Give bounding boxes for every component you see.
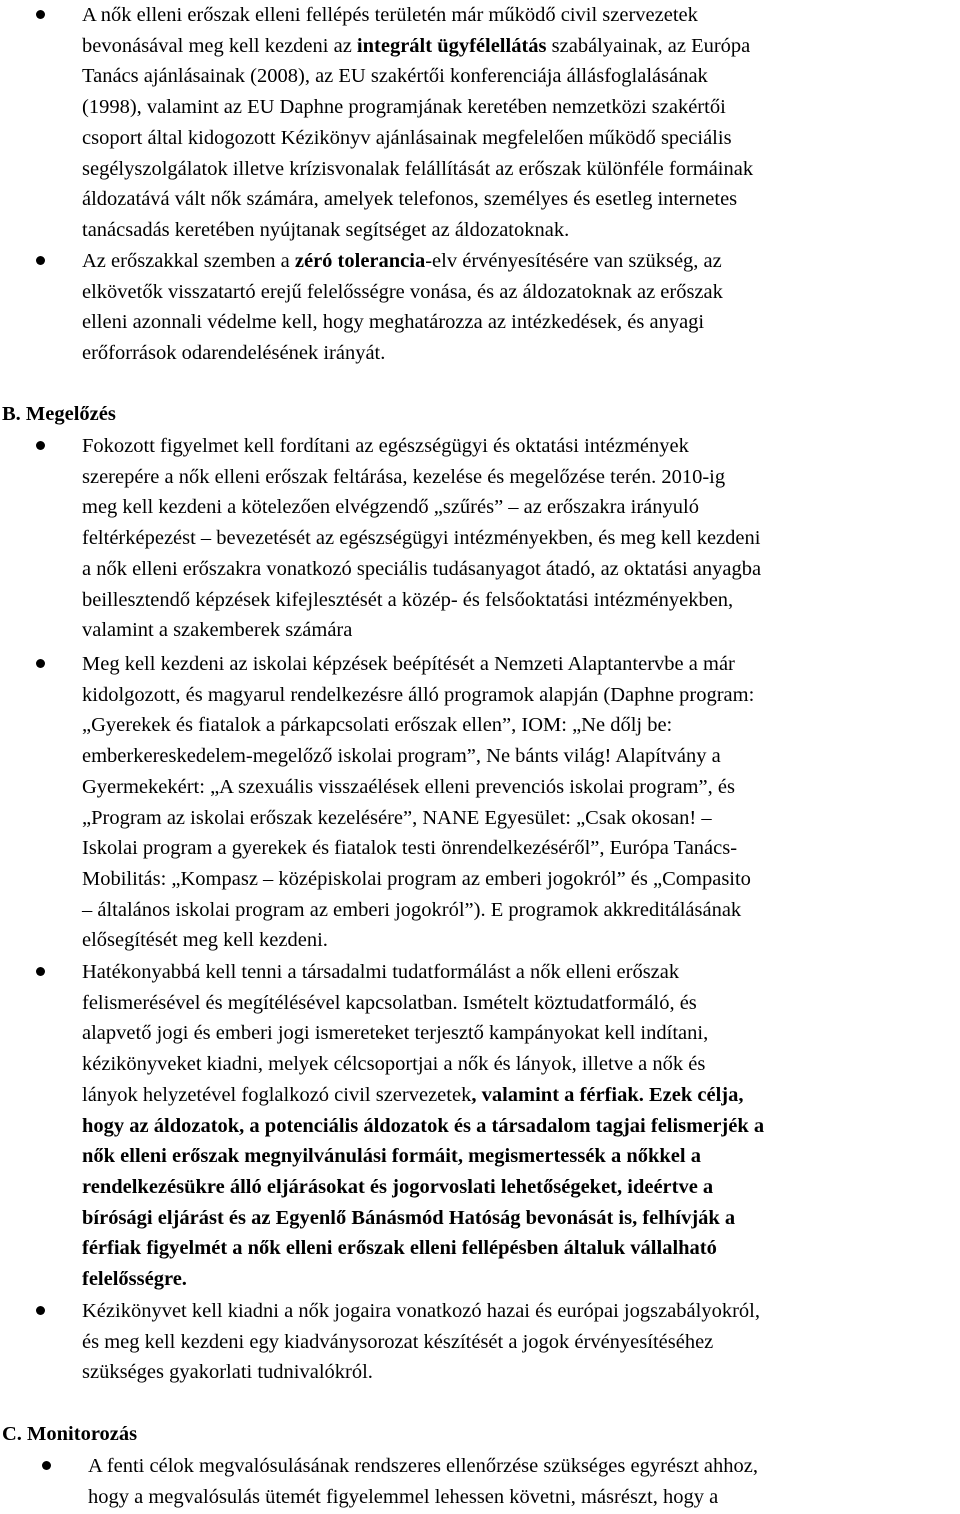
bullet-dot bbox=[36, 1306, 45, 1315]
text-segment: szabályainak, az Európa bbox=[546, 34, 751, 57]
text-segment: (1998), valamint az EU Daphne programjának keretében nemzetközi szakértői bbox=[82, 96, 726, 119]
text-line bbox=[82, 431, 960, 462]
bullet-dot bbox=[36, 967, 45, 976]
text-line bbox=[82, 680, 960, 711]
text-segment: -elv érvényesítésére van szükség, az bbox=[425, 250, 722, 272]
text-line bbox=[88, 1482, 960, 1513]
text-line bbox=[82, 1111, 960, 1142]
text-line bbox=[82, 1080, 960, 1111]
bold-text-segment: rendelkezésükre álló eljárásokat és jogorvoslati lehetőségeket, ideértve a bbox=[82, 1175, 714, 1198]
bold-text-segment: férfiak figyelmét a nők elleni erőszak elleni fellépésben általuk vállalható bbox=[82, 1237, 717, 1260]
text-segment: elleni azonnali védelme kell, hogy meghatározza az intézkedések, és anyagi bbox=[82, 311, 705, 334]
text-segment: A fenti célok megvalósulásának rendszeres ellenőrzése szükséges egyrészt ahhoz, bbox=[88, 1455, 758, 1477]
text-line bbox=[82, 615, 960, 646]
text-segment: a nők elleni erőszakra vonatkozó speciális tudásanyagot átadó, az oktatási anyagba bbox=[82, 557, 762, 580]
text-line bbox=[82, 925, 960, 956]
text-segment: feltérképezést – bevezetését az egészségügyi intézményekben, és meg kell kezdeni bbox=[82, 527, 761, 550]
text-segment: alapvető jogi és emberi jogi ismereteket terjesztő kampányokat kell indítani, bbox=[82, 1022, 709, 1045]
text-line bbox=[82, 772, 960, 803]
text-line bbox=[82, 585, 960, 616]
text-line bbox=[82, 462, 960, 493]
bullet-monitoring bbox=[0, 1451, 960, 1512]
text-segment: „Program az iskolai erőszak kezelésére”, NANE Egyesület: „Csak okosan! – bbox=[82, 806, 712, 829]
text-line bbox=[82, 741, 960, 772]
text-segment: „Gyerekek és fiatalok a párkapcsolati erőszak ellen”, IOM: „Ne dőlj be: bbox=[82, 714, 673, 737]
text-segment: erőforrások odarendelésének irányát. bbox=[82, 342, 386, 365]
section-c-heading: C. Monitorozás bbox=[2, 1423, 138, 1445]
text-segment: és meg kell kezdeni egy kiadványsorozat készítését a jogok érvényesítéséhez bbox=[82, 1330, 714, 1353]
text-line bbox=[82, 1357, 960, 1388]
bullet-dot bbox=[42, 1461, 51, 1470]
text-line bbox=[82, 123, 960, 154]
text-segment: Az erőszakkal szemben a bbox=[82, 250, 295, 272]
section-b-heading: B. Megelőzés bbox=[2, 403, 116, 425]
text-line bbox=[82, 1018, 960, 1049]
bullet-dot bbox=[36, 256, 45, 265]
text-segment: valamint a szakemberek számára bbox=[82, 619, 353, 642]
bullet-dot bbox=[36, 10, 45, 19]
text-segment: segélyszolgálatok illetve krízisvonalak felállítását az erőszak különféle formáinak bbox=[82, 157, 754, 180]
bullet-integrated-services bbox=[0, 0, 960, 246]
text-line bbox=[82, 988, 960, 1019]
text-line bbox=[82, 1141, 960, 1172]
text-segment: hogy a megvalósulás ütemét figyelemmel lehessen követni, másrészt, hogy a bbox=[88, 1485, 719, 1508]
bullet-dot bbox=[36, 659, 45, 668]
text-segment: Kézikönyvet kell kiadni a nők jogaira vonatkozó hazai és európai jogszabályokról, bbox=[82, 1300, 760, 1322]
text-line bbox=[82, 0, 960, 31]
bullet-awareness-campaigns bbox=[0, 957, 960, 1295]
bold-text-segment: felelősségre. bbox=[82, 1268, 187, 1291]
text-line bbox=[82, 649, 960, 680]
bullet-handbook-rights bbox=[0, 1296, 960, 1388]
text-line bbox=[82, 895, 960, 926]
text-line bbox=[82, 307, 960, 338]
text-line bbox=[82, 957, 960, 988]
text-line bbox=[82, 833, 960, 864]
text-segment: Tanács ajánlásainak (2008), az EU szakértői konferenciája állásfoglalásának bbox=[82, 65, 708, 88]
text-line bbox=[88, 1451, 960, 1482]
text-segment: bevonásával meg kell kezdeni az bbox=[82, 34, 357, 57]
text-line bbox=[82, 1049, 960, 1080]
text-segment: Mobilitás: „Kompasz – középiskolai program az emberi jogokról” és „Compasito bbox=[82, 867, 751, 890]
bullet-dot bbox=[36, 441, 45, 450]
text-line bbox=[82, 184, 960, 215]
text-segment: kidolgozott, és magyarul rendelkezésre álló programok alapján (Daphne program: bbox=[82, 683, 755, 706]
text-segment: szükséges gyakorlati tudnivalókról. bbox=[82, 1361, 373, 1384]
text-line bbox=[82, 523, 960, 554]
text-line bbox=[82, 1296, 960, 1327]
text-segment: kézikönyveket kiadni, melyek célcsoportjai a nők és lányok, illetve a nők és bbox=[82, 1053, 706, 1076]
text-segment: csoport által kidogozott Kézikönyv ajánlásainak megfelelően működő speciális bbox=[82, 126, 732, 149]
text-line bbox=[82, 710, 960, 741]
text-line bbox=[82, 1203, 960, 1234]
text-segment: Fokozott figyelmet kell fordítani az egészségügyi és oktatási intézmények bbox=[82, 435, 689, 457]
text-line bbox=[82, 1233, 960, 1264]
text-line bbox=[82, 338, 960, 369]
bold-text-segment: nők elleni erőszak megnyilvánulási formáit, megismertessék a nőkkel a bbox=[82, 1145, 701, 1168]
text-segment: – általános iskolai program az emberi jogokról”). E programok akkreditálásának bbox=[82, 898, 742, 921]
bold-text-segment: hogy az áldozatok, a potenciális áldozatok és a társadalom tagjai felismerjék a bbox=[82, 1114, 765, 1137]
text-segment: meg kell kezdeni a kötelezően elvégzendő „szűrés” – az erőszakra irányuló bbox=[82, 496, 699, 519]
bold-text-segment: , valamint a férfiak. Ezek célja, bbox=[471, 1083, 744, 1106]
bullet-zero-tolerance bbox=[0, 246, 960, 369]
text-line bbox=[82, 803, 960, 834]
text-segment: beillesztendő képzések kifejlesztését a közép- és felsőoktatási intézményekben, bbox=[82, 588, 734, 611]
text-line bbox=[82, 864, 960, 895]
text-line bbox=[82, 246, 960, 277]
text-segment: szerepére a nők elleni erőszak feltárása, kezelése és megelőzése terén. 2010-ig bbox=[82, 465, 726, 488]
text-segment: Iskolai program a gyerekek és fiatalok testi önrendelkezéséről”, Európa Tanács- bbox=[82, 837, 738, 860]
text-line bbox=[82, 31, 960, 62]
text-segment: felismerésével és megítélésével kapcsolatban. Ismételt köztudatformáló, és bbox=[82, 991, 697, 1014]
text-line bbox=[82, 215, 960, 246]
bold-text-segment: zéró tolerancia bbox=[294, 250, 426, 272]
text-segment: Gyermekekért: „A szexuális visszaélések elleni prevenciós iskolai program”, és bbox=[82, 775, 735, 798]
bold-text-segment: integrált ügyfélellátás bbox=[356, 34, 547, 57]
text-line bbox=[82, 277, 960, 308]
text-line bbox=[82, 492, 960, 523]
text-line bbox=[82, 1172, 960, 1203]
text-segment: elősegítését meg kell kezdeni. bbox=[82, 929, 328, 952]
text-line bbox=[82, 554, 960, 585]
text-segment: elkövetők visszatartó erejű felelősségre vonása, és az áldozatoknak az erőszak bbox=[82, 280, 723, 303]
text-line bbox=[82, 1327, 960, 1358]
bold-text-segment: bírósági eljárást és az Egyenlő Bánásmód Hatóság bevonását is, felhívják a bbox=[82, 1206, 736, 1229]
text-segment: áldozatává vált nők számára, amelyek telefonos, személyes és esetleg internetes bbox=[82, 188, 738, 211]
text-line bbox=[82, 154, 960, 185]
text-segment: Meg kell kezdeni az iskolai képzések beépítését a Nemzeti Alaptantervbe a már bbox=[82, 653, 735, 675]
text-segment: A nők elleni erőszak elleni fellépés területén már működő civil szervezetek bbox=[82, 4, 698, 26]
text-segment: lányok helyzetével foglalkozó civil szervezetek bbox=[82, 1083, 472, 1106]
text-segment: tanácsadás keretében nyújtanak segítséget az áldozatoknak. bbox=[82, 218, 570, 241]
text-line bbox=[82, 1264, 960, 1295]
bullet-health-education bbox=[0, 431, 960, 646]
text-line bbox=[82, 61, 960, 92]
text-segment: emberkereskedelem-megelőző iskolai program”, Ne bánts világ! Alapítvány a bbox=[82, 745, 721, 768]
bullet-school-programs bbox=[0, 649, 960, 956]
text-segment: Hatékonyabbá kell tenni a társadalmi tudatformálást a nők elleni erőszak bbox=[82, 961, 680, 983]
text-line bbox=[82, 92, 960, 123]
